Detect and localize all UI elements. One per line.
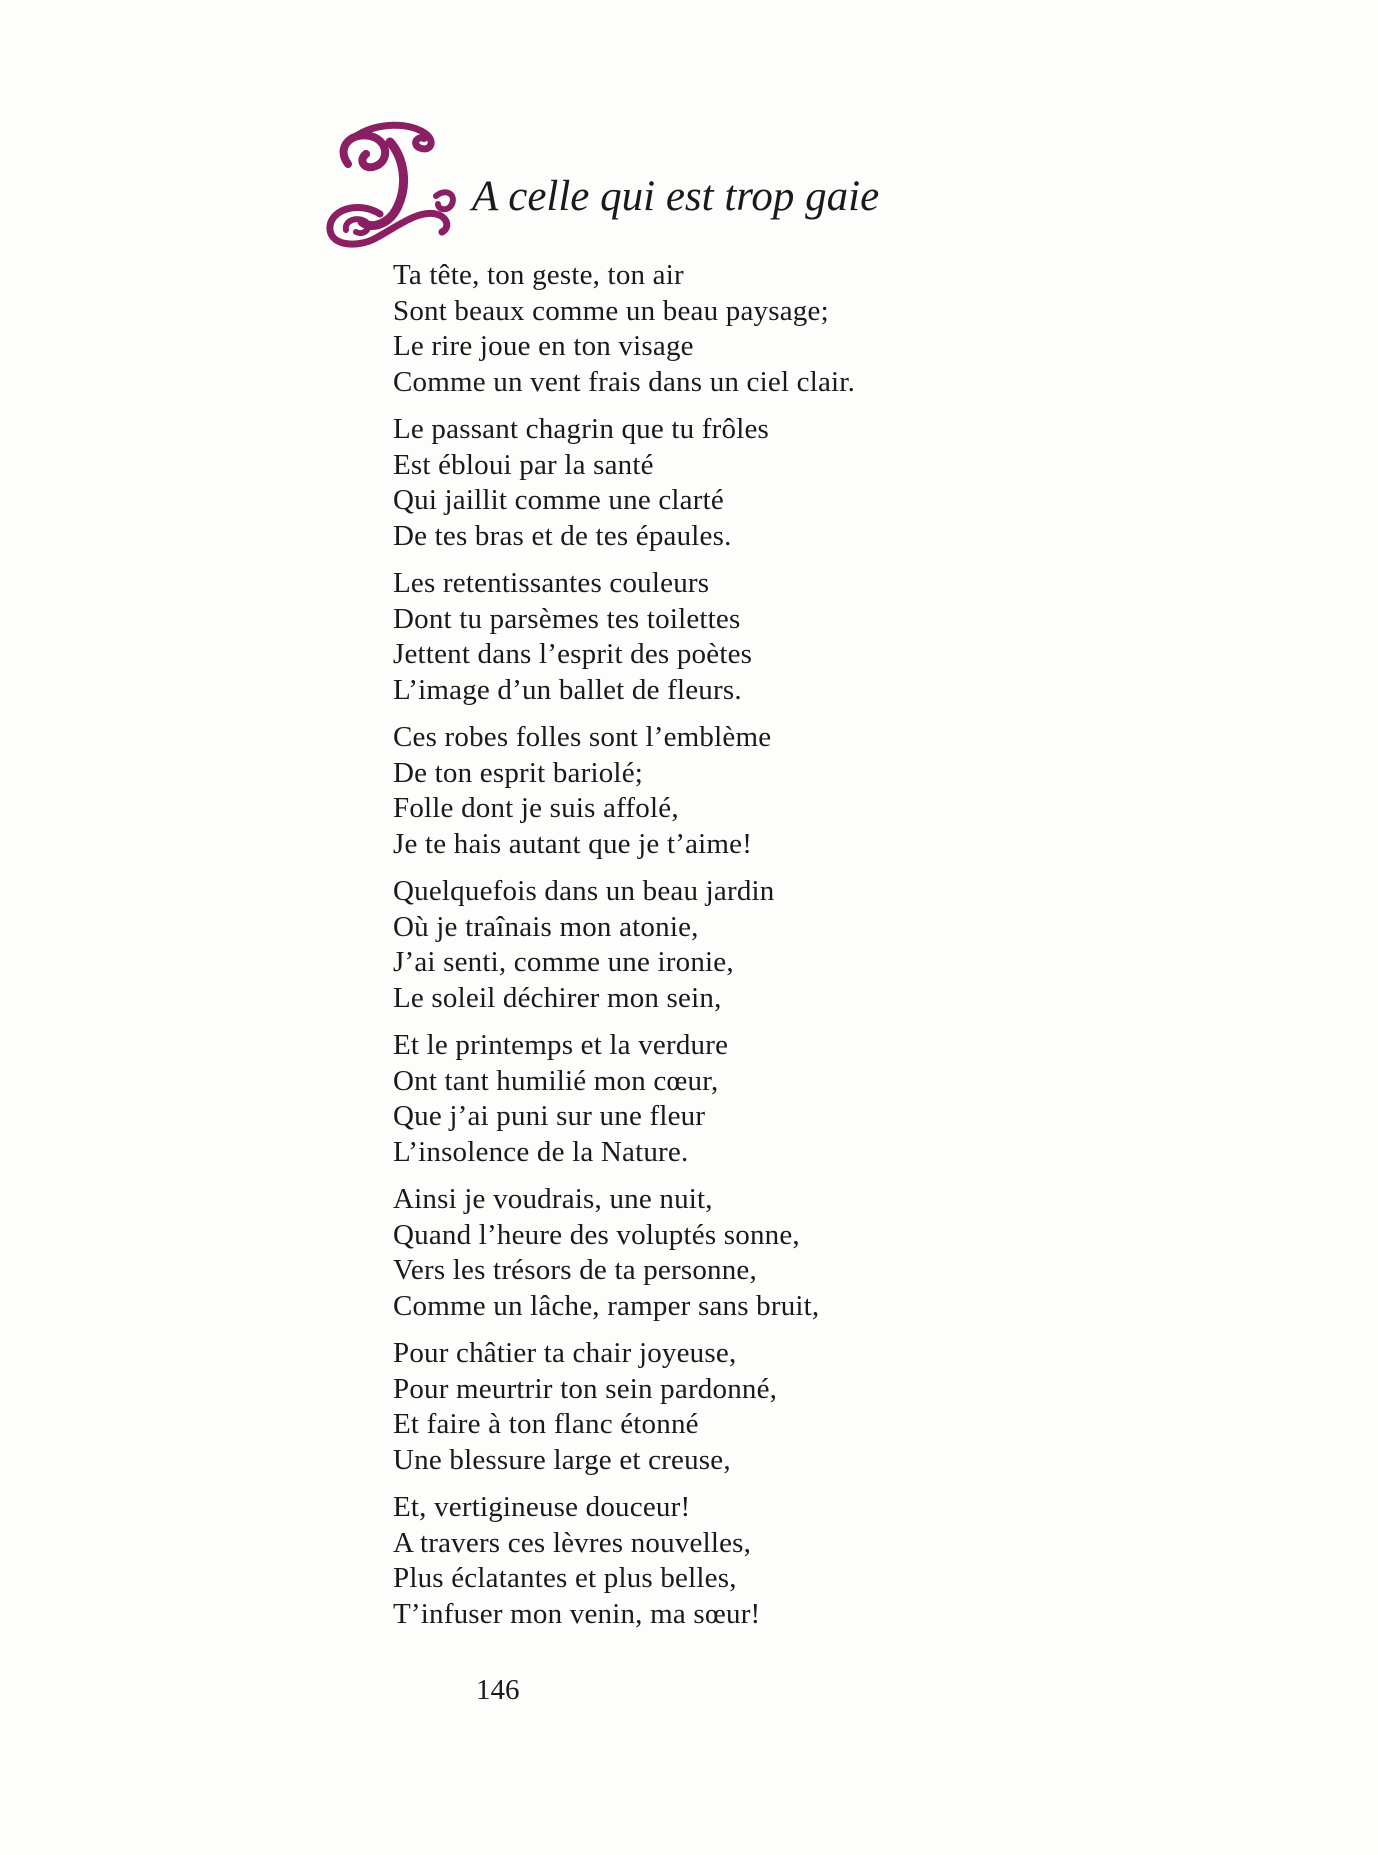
verse-line: Quelquefois dans un beau jardin	[393, 875, 775, 907]
verse-line: Le soleil déchirer mon sein,	[393, 981, 722, 1014]
verse-line: Une blessure large et creuse,	[393, 1443, 731, 1476]
verse-line: Ont tant humilié mon cœur,	[393, 1064, 719, 1097]
stanza	[393, 1028, 1193, 1170]
verse-line: L’insolence de la Nature.	[393, 1135, 689, 1168]
verse-line: L’image d’un ballet de fleurs.	[393, 673, 742, 706]
verse-line: De tes bras et de tes épaules.	[393, 519, 732, 552]
verse-line: Et, vertigineuse douceur!	[393, 1491, 691, 1523]
stanza	[393, 1182, 1193, 1324]
verse-line: Dont tu parsèmes tes toilettes	[393, 602, 741, 635]
verse-line: Quand l’heure des voluptés sonne,	[393, 1218, 800, 1251]
verse-line: Et faire à ton flanc étonné	[393, 1408, 699, 1440]
verse-line: Comme un vent frais dans un ciel clair.	[393, 365, 856, 398]
verse-line: Où je traînais mon atonie,	[393, 910, 699, 943]
verse-line: Folle dont je suis affolé,	[393, 792, 679, 824]
stanza	[393, 720, 1193, 862]
verse-line: Ta tête, ton geste, ton air	[393, 259, 684, 291]
verse-line: Je te hais autant que je t’aime!	[393, 827, 753, 860]
verse-line: Le rire joue en ton visage	[393, 330, 694, 362]
verse-line: Pour meurtrir ton sein pardonné,	[393, 1372, 778, 1405]
verse-line: Qui jaillit comme une clarté	[393, 484, 724, 516]
poem-body	[393, 258, 1193, 1644]
stanza	[393, 566, 1193, 708]
verse-line: A travers ces lèvres nouvelles,	[393, 1526, 752, 1559]
stanza	[393, 258, 1193, 400]
verse-line: Sont beaux comme un beau paysage;	[393, 294, 829, 327]
verse-line: Et le printemps et la verdure	[393, 1029, 729, 1061]
verse-line: Pour châtier ta chair joyeuse,	[393, 1337, 737, 1369]
stanza	[393, 874, 1193, 1016]
verse-line: Jettent dans l’esprit des poètes	[393, 638, 753, 670]
verse-line: De ton esprit bariolé;	[393, 756, 644, 789]
stanza	[393, 1336, 1193, 1478]
verse-line: Que j’ai puni sur une fleur	[393, 1100, 706, 1132]
poem-title: A celle qui est trop gaie	[472, 173, 880, 220]
verse-line: Le passant chagrin que tu frôles	[393, 413, 770, 445]
stanza	[393, 1490, 1193, 1632]
page-number: 146	[476, 1674, 520, 1706]
verse-line: Ces robes folles sont l’emblème	[393, 721, 772, 753]
verse-line: T’infuser mon venin, ma sœur!	[393, 1597, 761, 1630]
verse-line: Comme un lâche, ramper sans bruit,	[393, 1289, 820, 1322]
verse-line: Ainsi je voudrais, une nuit,	[393, 1183, 713, 1215]
flourish-initial-icon	[318, 118, 458, 253]
verse-line: Les retentissantes couleurs	[393, 567, 710, 599]
verse-line: Est ébloui par la santé	[393, 448, 654, 481]
verse-line: J’ai senti, comme une ironie,	[393, 946, 734, 978]
stanza	[393, 412, 1193, 554]
verse-line: Plus éclatantes et plus belles,	[393, 1562, 737, 1594]
verse-line: Vers les trésors de ta personne,	[393, 1254, 757, 1286]
